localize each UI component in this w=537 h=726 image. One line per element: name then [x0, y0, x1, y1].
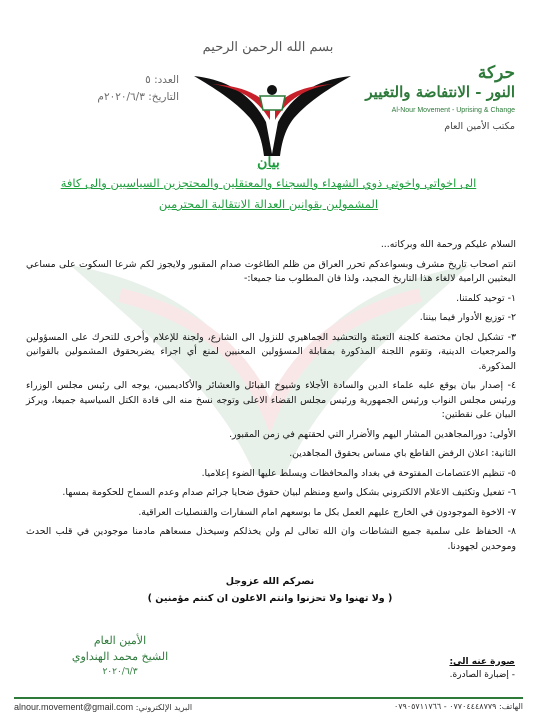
signature-block	[40, 633, 200, 679]
org-name-line2: النور - الانتفاضة والتغيير	[365, 83, 515, 101]
statement-title	[40, 155, 497, 213]
sub-point-first: الأولى: دورالمجاهدين المشار اليهم والأضرار التي لحقتهم في زمن المقبور.	[229, 428, 516, 440]
title-main: بيان	[257, 155, 280, 171]
footer-phone-group	[394, 702, 523, 712]
email-address: alnour.movement@gmail.com	[14, 702, 134, 712]
closing-verse: ( ولا تهنوا ولا تحزنوا وانتم الاعلون ان كنتم مؤمنين )	[147, 593, 393, 604]
list-item: ١- توحيد كلمتنا.	[456, 292, 516, 304]
title-subtitle-line1: الى اخواتي واخوتي ذوي الشهداء والسجناء والمعتقلين والمحتجزين السياسيين والى كافة	[60, 176, 477, 190]
phone-numbers: ٠٧٧٠٤٤٤٨٧٧٩ - ٠٧٩٠٥٧١١٧٦٦	[393, 702, 497, 711]
closing-line1: نصركم الله عزوجل	[225, 576, 315, 587]
statement-body	[26, 238, 516, 559]
organization-block	[337, 64, 515, 132]
signature-name: الشيخ محمد الهنداوي	[71, 650, 169, 663]
copy-to-block	[365, 656, 515, 682]
footer-divider	[14, 697, 523, 699]
issue-number: العدد: ٥	[145, 74, 179, 86]
org-name-line1: حركة	[477, 63, 515, 83]
document-date: التاريخ: ٢٠٢٠/٦/٣م	[97, 91, 179, 103]
signature-date: ٢٠٢٠/٦/٣	[102, 667, 138, 677]
copy-to-label: صورة عنه الى:	[449, 657, 515, 667]
copy-to-item: - إضبارة الصادرة.	[449, 670, 515, 680]
intro-paragraph: انتم اصحاب تاريخ مشرف وبسواعدكم تحرر العراق من ظلم الطاغوت صدام المقبور ولايجوز لكم شرعا السكوت على مساعي البعثيين الرامية لالغاء هذا التاريخ المجيد، ولذا فان المطلوب منا جميعا:-	[26, 258, 516, 284]
list-item: ٢- توزيع الأدوار فيما بيننا.	[419, 312, 516, 323]
basmala: بسم الله الرحمن الرحيم	[202, 40, 334, 55]
email-label: البريد الإلكتروني:	[135, 703, 193, 712]
org-office: مكتب الأمين العام	[444, 121, 515, 132]
footer-email-group	[14, 702, 192, 712]
closing-block	[90, 573, 450, 607]
sub-point-second: الثانية: اعلان الرفض القاطع باي مساس بحقوق المجاهدين.	[289, 448, 516, 459]
list-item: ٤- إصدار بيان يوقع عليه علماء الدين والسادة الأجلاء وشيوخ القبائل والعشائر والأكاديميين، يوجه الى رئيس مجلس الوزراء ورئيس مجلس النواب ورئيس الجمهورية ورئيس مجلس القضاء الاعلى وتوجه نسخ منه الى قادة الكتل السياسية جميعا، ويركز البيان على نقطتين:	[26, 380, 516, 420]
footer	[14, 702, 523, 712]
title-subtitle-line2: المشمولين بقوانين العدالة الانتقالية المحترمين	[158, 197, 379, 211]
list-item: ٥- تنظيم الاعتصامات المفتوحة في بغداد والمحافظات ويسلط عليها الضوء إعلاميا.	[201, 467, 516, 479]
list-item: ٧- الاخوة الموجودون في الخارج عليهم العمل بكل ما بوسعهم امام السفارات والقنصليات العراقية.	[138, 506, 516, 518]
document-meta	[59, 72, 179, 106]
phone-label: الهاتف:	[499, 702, 523, 711]
movement-logo-icon	[190, 66, 355, 158]
list-item: ٣- تشكيل لجان مختصة كلجنة التعبئة والتحشيد الجماهيري للنزول الى الشارع، ولجنة للإعلام وأخرى للتحرك على المسؤولين والمرجعيات الدينية، وتقوم اللجنة المذكورة بمقابلة المسؤولين المعنيين لمنع أي اجراء يضربحقوق المشمولين بالقوانين المذكورة.	[26, 331, 516, 372]
signature-title: الأمين العام	[93, 634, 147, 647]
org-name-english: Al-Nour Movement - Uprising & Change	[391, 107, 515, 114]
greeting: السلام عليكم ورحمة الله وبركاته...	[380, 239, 516, 250]
list-item: ٨- الحفاظ على سلمية جميع النشاطات وان الله تعالى لم ولن يخذلكم وسيخذل مسعاهم مادمنا موجودين في قلب الحدث وموحدين لجهودنا.	[26, 526, 516, 552]
list-item: ٦- تفعيل وتكثيف الاعلام الالكتروني بشكل واسع ومنظم لبيان حقوق ضحايا جرائم صدام وعدم السماح للحكومة بمسها.	[62, 487, 516, 498]
